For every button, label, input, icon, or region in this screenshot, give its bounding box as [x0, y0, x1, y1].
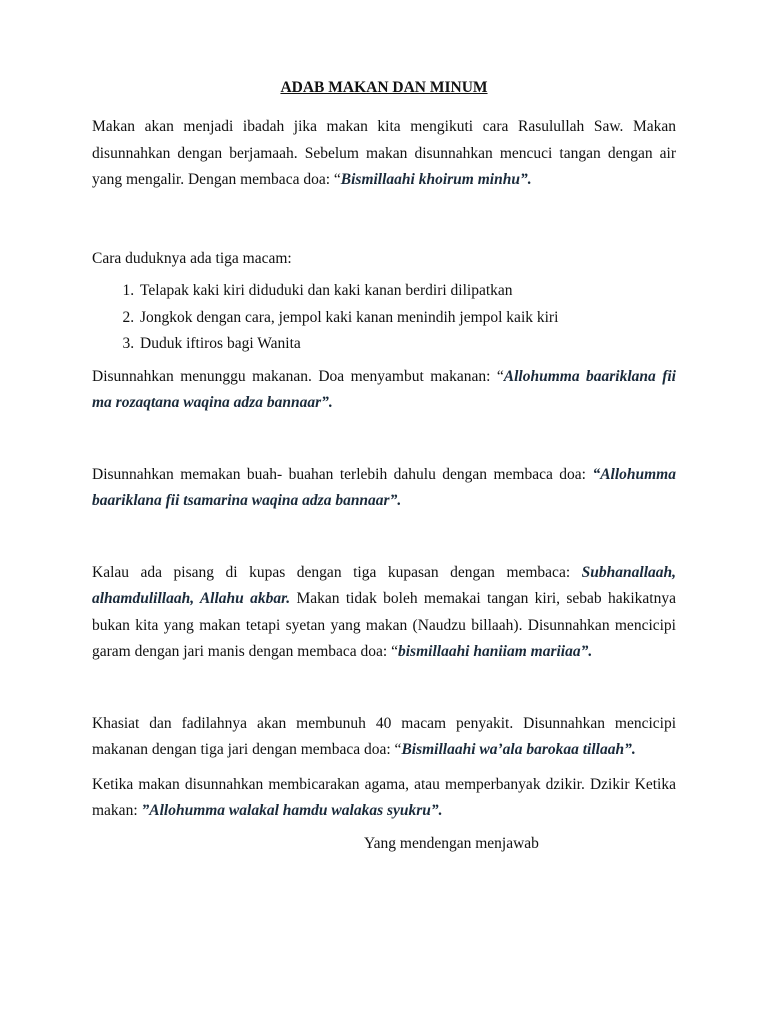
prayer-text: “Allohumma baariklana fii tsamarina waqina adza bannaar”.: [92, 465, 676, 509]
sitting-list: [92, 278, 676, 358]
paragraph-waiting: [92, 364, 676, 417]
paragraph-intro: [92, 114, 676, 194]
list-item: 2. Jongkok dengan cara, jempol kaki kanan menindih jempol kaik kiri: [138, 305, 676, 332]
prayer-text: bismillaahi haniiam mariiaa”.: [398, 643, 593, 660]
list-item: 3. Duduk iftiros bagi Wanita: [138, 331, 676, 358]
paragraph-response: Yang mendengan menjawab: [364, 834, 539, 852]
prayer-text: Bismillaahi wa’ala barokaa tillaah”.: [401, 741, 636, 758]
prayer-text: Bismillaahi khoirum minhu”.: [340, 171, 532, 188]
paragraph-fruit: [92, 462, 676, 515]
paragraph-text: Makan akan menjadi ibadah jika makan kita mengikuti cara Rasulullah Saw. Makan disunnahkan dengan berjamaah. Sebelum makan disunnahkan mencuci tangan dengan air yang mengalir. Dengan membaca doa: “: [92, 118, 676, 188]
prayer-text: ”Allohumma walakal hamdu walakas syukru”.: [141, 802, 443, 819]
paragraph-text: Disunnahkan menunggu makanan. Doa menyambut makanan: “: [92, 367, 504, 385]
paragraph-text: Ketika makan disunnahkan membicarakan agama, atau memperbanyak dzikir. Dzikir Ketika makan:: [92, 775, 676, 819]
paragraph-banana: [92, 560, 676, 666]
paragraph-text: Kalau ada pisang di kupas dengan tiga kupasan dengan membaca:: [92, 563, 582, 581]
paragraph-text: Khasiat dan fadilahnya akan membunuh 40 macam penyakit. Disunnahkan mencicipi makanan dengan tiga jari dengan membaca doa: “: [92, 714, 676, 758]
list-item: 1. Telapak kaki kiri diduduki dan kaki kanan berdiri dilipatkan: [138, 278, 676, 305]
prayer-text: Subhanallaah, alhamdulillaah, Allahu akbar.: [92, 563, 676, 607]
paragraph-text: Disunnahkan memakan buah- buahan terlebih dahulu dengan membaca doa:: [92, 465, 593, 483]
prayer-text: Allohumma baariklana fii ma rozaqtana waqina adza bannaar”.: [92, 367, 676, 411]
paragraph-dzikir: [92, 772, 676, 825]
paragraph-benefits: [92, 711, 676, 764]
paragraph-sitting-intro: Cara duduknya ada tiga macam:: [92, 249, 292, 267]
document-title: ADAB MAKAN DAN MINUM: [280, 79, 488, 96]
paragraph-text: Makan tidak boleh memakai tangan kiri, sebab hakikatnya bukan kita yang makan tetapi syetan yang makan (Naudzu billaah). Disunnahkan mencicipi garam dengan jari manis dengan membaca doa: “: [92, 590, 676, 660]
